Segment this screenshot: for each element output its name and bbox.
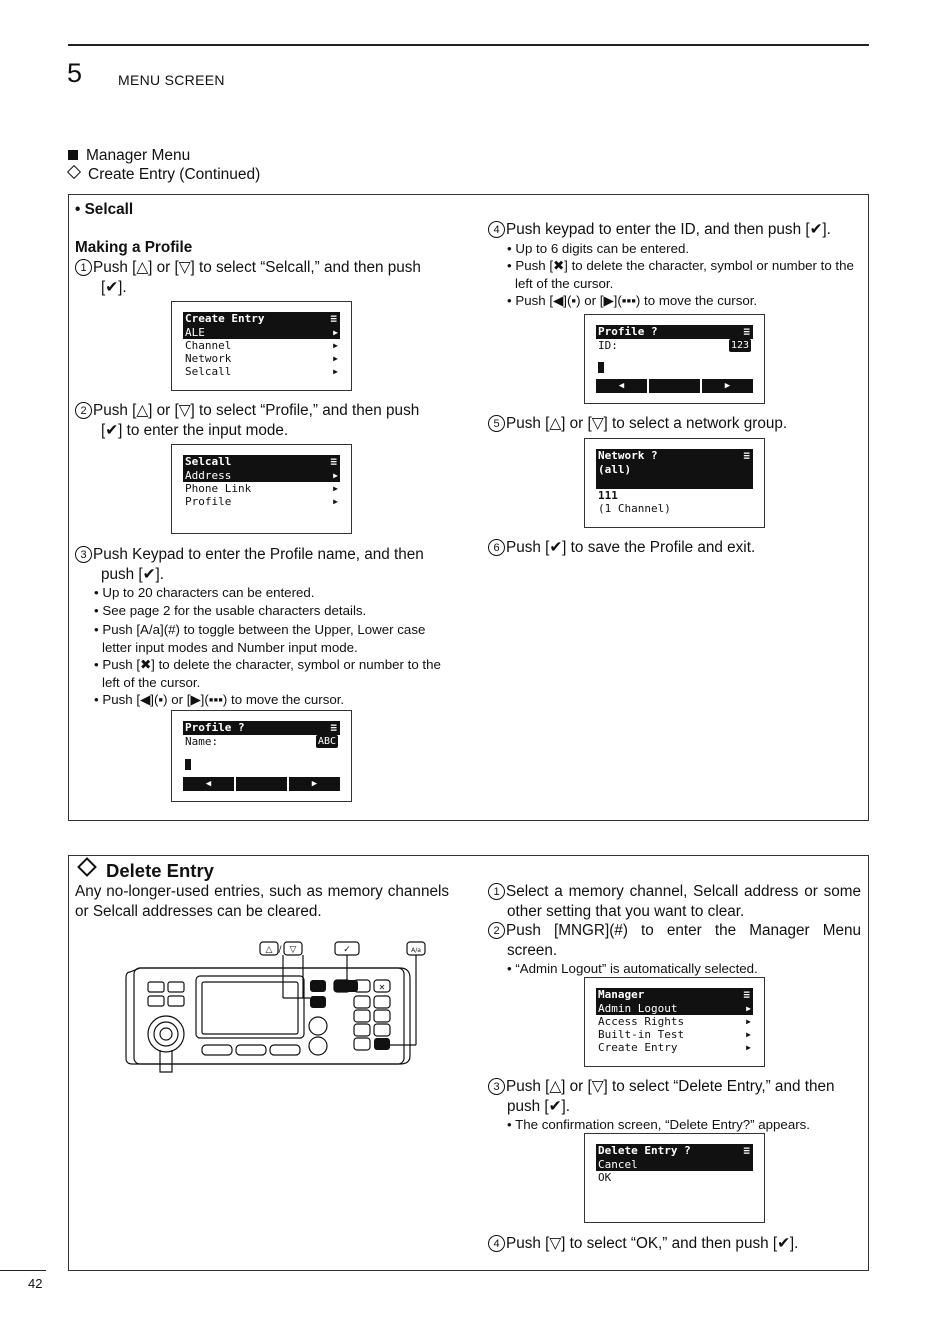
page-number: 42: [28, 1276, 43, 1291]
lcd-row: (1 Channel): [598, 502, 671, 515]
lcd-softkeys: ◀ ▶: [596, 379, 753, 393]
lcd-title: Manager ≡: [596, 988, 753, 1002]
delete-step4: 4 Push [▽] to select “OK,” and then push [✔].: [488, 1234, 861, 1254]
delete-step2: 2 Push [MNGR](#) to enter the Manager Menu screen. • “Admin Logout” is automatically selected.: [488, 921, 861, 978]
lcd-row: Admin Logout ▶: [598, 1002, 751, 1015]
lcd-manager: [584, 977, 765, 1067]
lcd-row: Address ▶: [185, 469, 338, 482]
delete-entry-title: Delete Entry: [77, 860, 214, 882]
lcd-title: Delete Entry ? ≡: [596, 1144, 753, 1158]
step-number: 1: [488, 883, 505, 900]
step-number: 3: [75, 546, 92, 563]
svg-text:✓: ✓: [343, 945, 351, 955]
lcd-profile-id: [584, 314, 765, 404]
lcd-row: Phone Link ▶: [185, 482, 338, 495]
delete-step3: 3 Push [△] or [▽] to select “Delete Entry,” and then push [✔]. • The confirmation screen, “Delete Entry?” appears.: [488, 1077, 861, 1134]
lcd-title: Selcall ≡: [183, 455, 340, 469]
lcd-row: Channel ▶: [185, 339, 338, 352]
lcd-title: Create Entry ≡: [183, 312, 340, 326]
step4: 4 Push keypad to enter the ID, and then push [✔]. • Up to 6 digits can be entered. • Push [✖] to delete the character, symbol or number to the left of the cursor. • Push [◀](▪) or [▶](▪▪▪) to move the cursor.: [488, 220, 863, 310]
step5: 5 Push [△] or [▽] to select a network group.: [488, 414, 863, 434]
lcd-row: Profile ▶: [185, 495, 338, 508]
radio-front-panel: [120, 940, 440, 1075]
lcd-row: Access Rights ▶: [598, 1015, 751, 1028]
svg-text:✕: ✕: [378, 983, 386, 992]
lcd-row: OK: [598, 1171, 612, 1184]
cursor-icon: [185, 759, 191, 770]
step1: 1 Push [△] or [▽] to select “Selcall,” and then push [✔].: [75, 258, 450, 297]
lcd-selcall: [171, 444, 352, 534]
square-bullet-icon: [68, 150, 78, 160]
step6: 6 Push [✔] to save the Profile and exit.: [488, 538, 863, 558]
footer-rule: [0, 1270, 46, 1271]
chapter-title: MENU SCREEN: [118, 72, 225, 88]
step-number: 5: [488, 415, 505, 432]
delete-intro: Any no-longer-used entries, such as memory channels or Selcall addresses can be cleared.: [75, 883, 449, 920]
lcd-title: Profile ? ≡: [596, 325, 753, 339]
step-number: 3: [488, 1078, 505, 1095]
step-number: 1: [75, 259, 92, 276]
step-number: 2: [488, 922, 505, 939]
lcd-title: Network ? ≡: [596, 449, 753, 463]
section-subtitle: Create Entry (Continued): [68, 166, 260, 184]
step-number: 4: [488, 1235, 505, 1252]
making-profile-heading: Making a Profile: [75, 239, 193, 256]
lcd-row: ALE ▶: [185, 326, 338, 339]
svg-text:/: /: [278, 945, 282, 955]
section-title: Manager Menu: [68, 147, 190, 165]
svg-text:▽: ▽: [289, 945, 297, 955]
lcd-row: Network ▶: [185, 352, 338, 365]
lcd-row: Selcall ▶: [185, 365, 338, 378]
svg-text:△: △: [265, 945, 273, 955]
diamond-icon: [77, 857, 97, 877]
lcd-row: Built-in Test ▶: [598, 1028, 751, 1041]
header-rule: [68, 44, 869, 46]
lcd-softkeys: ◀ ▶: [183, 777, 340, 791]
lcd-row: Create Entry ▶: [598, 1041, 751, 1054]
lcd-row: Cancel: [596, 1158, 753, 1171]
step-number: 6: [488, 539, 505, 556]
step3: 3 Push Keypad to enter the Profile name, and then push [✔]. • Up to 20 characters can be entered. • See page 2 for the usable characters details. • Push [A/a](#) to toggle between the Upper, Lower case letter input modes and Number input mode. • Push [✖] to delete the character, symbol or number to the left of the cursor. • Push [◀](▪) or [▶](▪▪▪) to move the cursor.: [75, 545, 450, 709]
lcd-row: (all): [596, 463, 753, 489]
lcd-row: Name: ABC: [185, 735, 336, 748]
lcd-title: Profile ? ≡: [183, 721, 340, 735]
diamond-icon: [67, 165, 81, 179]
lcd-row: 111: [598, 489, 618, 502]
lcd-row: ID: 123: [598, 339, 749, 352]
svg-text:A/a: A/a: [411, 947, 421, 954]
cursor-icon: [598, 362, 604, 373]
lcd-create-entry: [171, 301, 352, 391]
step2: 2 Push [△] or [▽] to select “Profile,” and then push [✔] to enter the input mode.: [75, 401, 450, 440]
delete-step1: 1 Select a memory channel, Selcall address or some other setting that you want to clear.: [488, 882, 861, 921]
step-number: 4: [488, 221, 505, 238]
lcd-network: [584, 438, 765, 528]
step-number: 2: [75, 402, 92, 419]
lcd-profile-name: [171, 710, 352, 802]
lcd-delete-entry: [584, 1133, 765, 1223]
selcall-bullet-title: • Selcall: [75, 201, 134, 218]
chapter-number: 5: [67, 58, 83, 88]
